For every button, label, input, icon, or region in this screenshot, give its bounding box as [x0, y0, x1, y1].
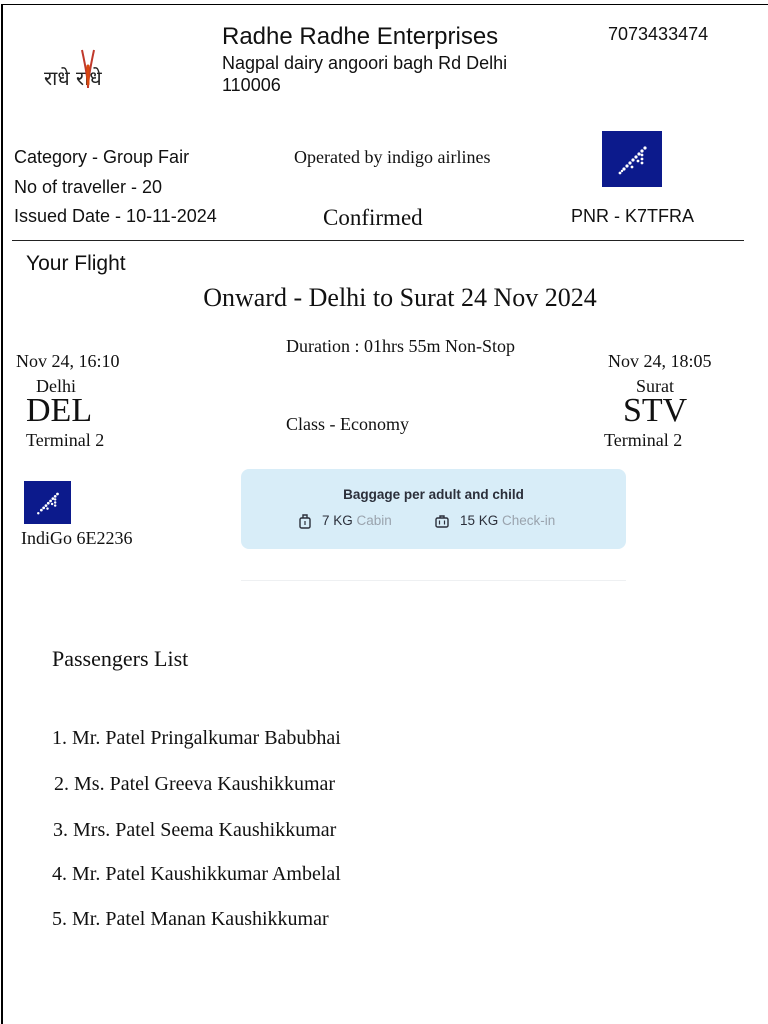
- checkin-label: Check-in: [502, 513, 556, 528]
- departure-datetime: Nov 24, 16:10: [16, 351, 120, 371]
- checkin-weight: 15 KG: [460, 513, 499, 528]
- indigo-logo-icon: [24, 481, 71, 524]
- arrival-code: STV: [623, 392, 688, 429]
- company-address-line2: 110006: [222, 75, 281, 95]
- checkin-baggage: [460, 513, 555, 528]
- company-address-line1: Nagpal dairy angoori bagh Rd Delhi: [222, 53, 508, 73]
- indigo-logo-icon: [602, 131, 662, 187]
- booking-status: Confirmed: [323, 205, 423, 230]
- passenger-item: 2. Ms. Patel Greeva Kaushikkumar: [54, 773, 336, 795]
- logo-text: राधे राधे: [44, 66, 102, 90]
- tilak-icon: [80, 48, 96, 90]
- arrival-terminal: Terminal 2: [604, 430, 683, 450]
- company-logo: [42, 44, 134, 94]
- departure-code: DEL: [26, 392, 93, 429]
- flight-number: IndiGo 6E2236: [21, 528, 133, 548]
- departure-city: Delhi: [36, 376, 76, 396]
- booking-issued-date: Issued Date - 10-11-2024: [14, 206, 217, 226]
- company-phone: 7073433474: [608, 24, 709, 44]
- arrival-datetime: Nov 24, 18:05: [608, 351, 712, 371]
- passenger-item: 5. Mr. Patel Manan Kaushikkumar: [52, 908, 329, 930]
- cabin-baggage: [322, 513, 392, 528]
- booking-pnr: PNR - K7TFRA: [571, 206, 695, 226]
- booking-operator: Operated by indigo airlines: [294, 147, 491, 167]
- cabin-weight: 7 KG: [322, 513, 353, 528]
- baggage-card: [241, 469, 626, 549]
- passengers-title: Passengers List: [52, 646, 189, 671]
- booking-category: Category - Group Fair: [14, 147, 190, 167]
- passenger-item: 4. Mr. Patel Kaushikkumar Ambelal: [52, 863, 341, 885]
- passenger-item: 1. Mr. Patel Pringalkumar Babubhai: [52, 727, 341, 749]
- separator-line: [241, 580, 626, 581]
- arrival-city: Surat: [636, 376, 674, 396]
- flight-section-title: Your Flight: [26, 252, 126, 275]
- flight-duration: Duration : 01hrs 55m Non-Stop: [286, 336, 515, 356]
- cabin-bag-icon: [297, 513, 313, 529]
- baggage-title: Baggage per adult and child: [343, 487, 524, 502]
- flight-class: Class - Economy: [286, 414, 409, 434]
- flight-route-title: Onward - Delhi to Surat 24 Nov 2024: [203, 283, 597, 312]
- checkin-bag-icon: [434, 513, 450, 529]
- booking-travellers: No of traveller - 20: [14, 177, 163, 197]
- cabin-label: Cabin: [356, 513, 392, 528]
- passenger-item: 3. Mrs. Patel Seema Kaushikkumar: [53, 819, 337, 841]
- header-divider: [12, 240, 744, 241]
- company-name: Radhe Radhe Enterprises: [222, 23, 499, 50]
- departure-terminal: Terminal 2: [26, 430, 105, 450]
